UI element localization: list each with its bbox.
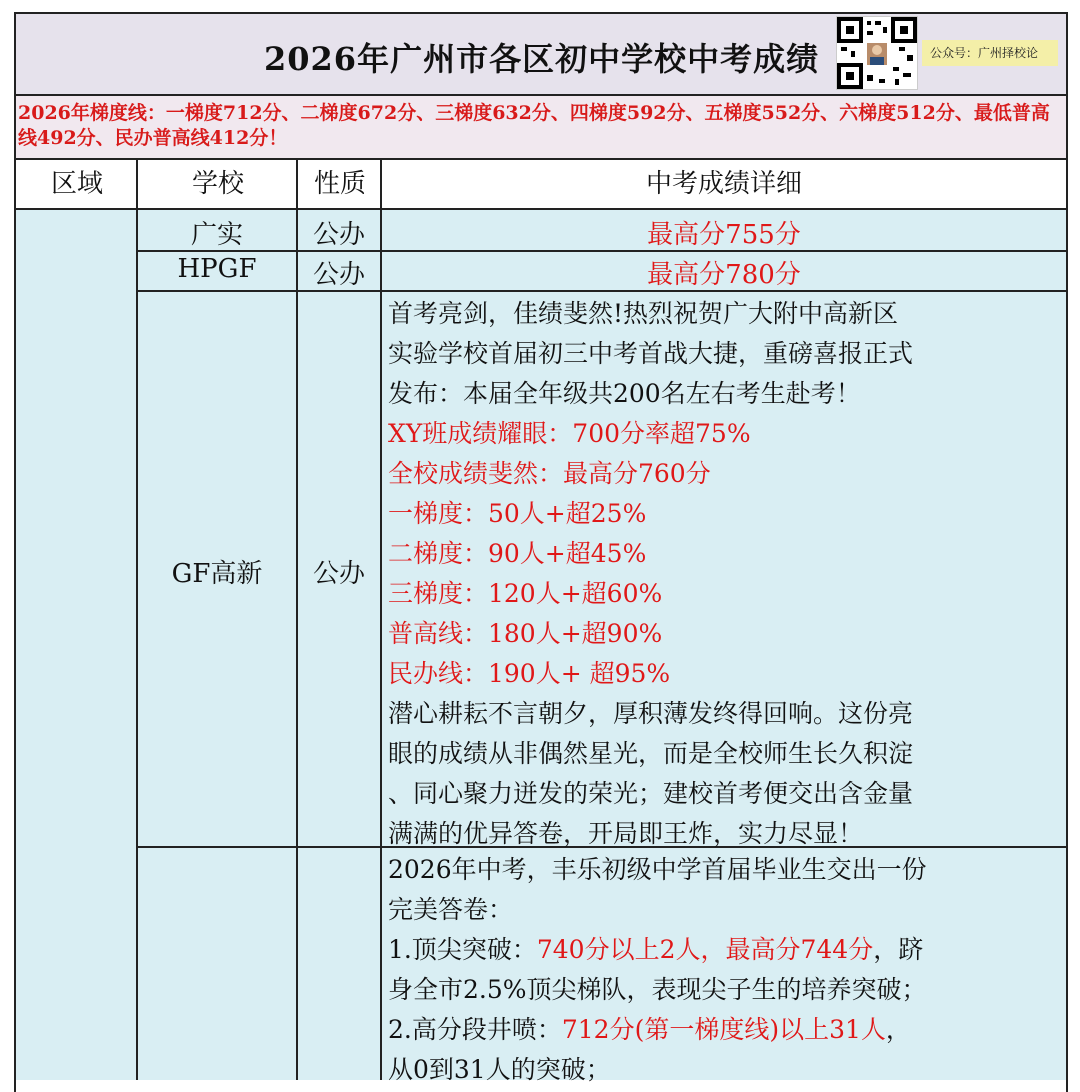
detail-line: 、同心聚力迸发的荣光；建校首考便交出含金量: [388, 779, 914, 808]
detail-line: 满满的优异答卷，开局即王炸，实力尽显！: [388, 819, 864, 848]
detail-line: 普高线：180人+超90%: [388, 619, 663, 648]
detail-line: 民办线：190人+ 超95%: [388, 659, 671, 688]
detail-line: 潜心耕耘不言朝夕，厚积薄发终得回响。这份亮: [388, 699, 914, 728]
detail-line: [388, 930, 927, 970]
account-label: 公众号：广州择校论: [922, 40, 1058, 66]
detail-line: 全校成绩斐然：最高分760分: [388, 459, 711, 488]
detail-line: [388, 1010, 927, 1050]
detail-fragment: 2026年中考，丰乐初级中学首届毕业生交出一份: [388, 855, 927, 884]
detail-fragment: 2.高分段井喷：: [388, 1015, 562, 1044]
page-title: 2026年广州市各区初中学校中考成绩: [264, 40, 820, 78]
detail-fragment: 从0到31人的突破；: [388, 1055, 611, 1084]
header-region-label: 区域: [50, 169, 103, 199]
school-nature: 公办: [312, 260, 365, 290]
school-name: HPGF: [177, 254, 257, 284]
header-school-label: 学校: [191, 169, 244, 199]
detail-line: XY班成绩耀眼：700分率超75%: [388, 419, 751, 448]
divider: [380, 160, 382, 1080]
detail-line: [388, 850, 927, 890]
school-nature: 公办: [312, 559, 365, 589]
detail-fragment: 712分(第一梯度线)以上31人: [561, 1015, 886, 1044]
detail-line: 发布：本届全年级共200名左右考生赴考！: [388, 379, 861, 408]
score-detail-gf: [388, 294, 913, 854]
detail-fragment: 身全市2.5%顶尖梯队，表现尖子生的培养突破；: [388, 975, 927, 1004]
divider: [136, 160, 138, 1080]
header-detail-label: 中考成绩详细: [645, 169, 802, 199]
score-detail: 最高分780分: [647, 260, 801, 290]
detail-line: 眼的成绩从非偶然星光，而是全校师生长久积淀: [388, 739, 914, 768]
detail-line: 三梯度：120人+超60%: [388, 579, 663, 608]
detail-fragment: ，: [885, 1015, 911, 1044]
score-detail: 最高分755分: [647, 220, 801, 250]
detail-line: [388, 970, 927, 1010]
school-nature: 公办: [312, 220, 365, 250]
school-name: GF高新: [171, 559, 263, 589]
grade-line-notice: 2026年梯度线：一梯度712分、二梯度672分、三梯度632分、四梯度592分、五梯度552分、六梯度512分、最低普高线492分、民办普高线412分！: [14, 96, 1068, 160]
detail-fragment: 740分以上2人，最高分744分: [536, 935, 874, 964]
detail-fragment: ，跻: [873, 935, 924, 964]
detail-fragment: 完美答卷：: [388, 895, 514, 924]
detail-line: [388, 1050, 927, 1090]
school-name: 广实: [190, 220, 243, 250]
detail-line: 实验学校首届初三中考首战大捷，重磅喜报正式: [388, 339, 914, 368]
detail-line: 一梯度：50人+超25%: [388, 499, 647, 528]
score-detail-fengle: [388, 850, 927, 1090]
divider: [296, 160, 298, 1080]
detail-line: 首考亮剑，佳绩斐然!热烈祝贺广大附中高新区: [388, 299, 899, 328]
header-nature-label: 性质: [313, 169, 366, 199]
detail-fragment: 1.顶尖突破：: [388, 935, 537, 964]
detail-line: 二梯度：90人+超45%: [388, 539, 647, 568]
detail-line: [388, 890, 927, 930]
